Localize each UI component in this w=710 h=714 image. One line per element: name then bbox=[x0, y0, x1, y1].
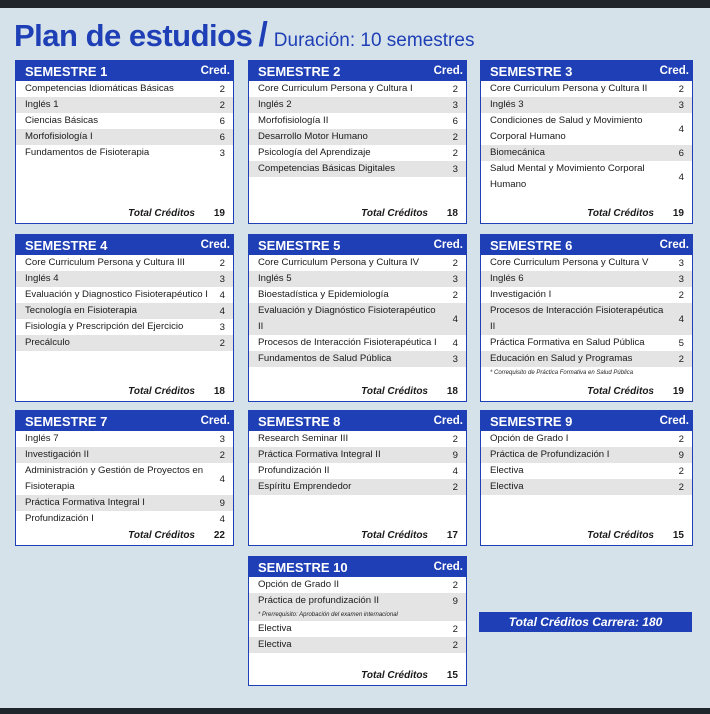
course-name: Condiciones de Salud y Movimiento Corporal Humano bbox=[490, 115, 643, 142]
course-credits: 4 bbox=[452, 465, 458, 477]
course-credits: 3 bbox=[219, 147, 225, 159]
total-label: Total Créditos bbox=[361, 670, 428, 681]
semester-total bbox=[481, 530, 692, 541]
course-credits: 2 bbox=[452, 83, 458, 95]
course-row bbox=[16, 447, 233, 463]
semester-total bbox=[249, 530, 466, 541]
course-credits: 3 bbox=[219, 433, 225, 445]
course-credits: 2 bbox=[678, 481, 684, 493]
credits-header: Cred. bbox=[200, 239, 230, 251]
course-credits: 3 bbox=[219, 321, 225, 333]
course-name: Psicología del Aprendizaje bbox=[258, 147, 371, 158]
course-credits: 4 bbox=[219, 513, 225, 525]
course-name: Profundización I bbox=[25, 513, 94, 524]
course-credits: 3 bbox=[452, 273, 458, 285]
course-row bbox=[481, 479, 692, 495]
course-name: Core Curriculum Persona y Cultura V bbox=[490, 257, 649, 268]
semester-total bbox=[481, 208, 692, 219]
course-name: Práctica Formativa Integral II bbox=[258, 449, 381, 460]
course-row bbox=[16, 495, 233, 511]
course-credits: 3 bbox=[678, 99, 684, 111]
course-credits: 3 bbox=[219, 273, 225, 285]
course-row bbox=[481, 287, 692, 303]
course-name: Desarrollo Motor Humano bbox=[258, 131, 368, 142]
course-name: Opción de Grado I bbox=[490, 433, 569, 444]
course-name: Inglés 2 bbox=[258, 99, 292, 110]
semester-total bbox=[249, 670, 466, 681]
semester-total bbox=[16, 208, 233, 219]
course-credits: 2 bbox=[452, 639, 458, 651]
course-row bbox=[249, 303, 466, 335]
total-value: 17 bbox=[446, 530, 458, 541]
semester-header bbox=[481, 411, 692, 431]
course-credits: 6 bbox=[678, 147, 684, 159]
course-row bbox=[249, 637, 466, 653]
course-row bbox=[16, 255, 233, 271]
bottom-bar bbox=[0, 708, 710, 714]
career-total-badge: Total Créditos Carrera: 180 bbox=[479, 612, 692, 632]
course-name: Práctica Formativa en Salud Pública bbox=[490, 337, 645, 348]
course-credits: 4 bbox=[219, 305, 225, 317]
page-subtitle: Duración: 10 semestres bbox=[273, 30, 475, 51]
course-name: Competencias Básicas Digitales bbox=[258, 163, 396, 174]
course-name: Profundización II bbox=[258, 465, 330, 476]
semester-name: SEMESTRE 8 bbox=[258, 413, 341, 429]
course-row bbox=[481, 255, 692, 271]
course-row bbox=[481, 97, 692, 113]
course-row bbox=[16, 145, 233, 161]
course-credits: 3 bbox=[678, 257, 684, 269]
course-row bbox=[249, 593, 466, 609]
semester-card bbox=[248, 60, 467, 224]
course-row bbox=[249, 577, 466, 593]
semester-header bbox=[481, 61, 692, 81]
course-name: Biomecánica bbox=[490, 147, 545, 158]
course-name: Inglés 1 bbox=[25, 99, 59, 110]
course-row bbox=[249, 97, 466, 113]
course-name: Inglés 6 bbox=[490, 273, 524, 284]
semester-total bbox=[481, 386, 692, 397]
credits-header: Cred. bbox=[433, 65, 463, 77]
total-value: 15 bbox=[672, 530, 684, 541]
total-label: Total Créditos bbox=[587, 530, 654, 541]
course-name: Procesos de Interacción Fisioterapéutica II bbox=[490, 305, 664, 332]
semester-header bbox=[249, 557, 466, 577]
course-name: Fundamentos de Fisioterapia bbox=[25, 147, 150, 158]
course-row bbox=[481, 303, 692, 335]
course-row bbox=[16, 303, 233, 319]
credits-header: Cred. bbox=[659, 415, 689, 427]
course-credits: 2 bbox=[452, 147, 458, 159]
semester-header bbox=[481, 235, 692, 255]
course-name: Procesos de Interacción Fisioterapéutica I bbox=[258, 337, 437, 348]
course-name: Core Curriculum Persona y Cultura II bbox=[490, 83, 648, 94]
course-row bbox=[16, 335, 233, 351]
course-credits: 2 bbox=[452, 579, 458, 591]
course-name: Precálculo bbox=[25, 337, 70, 348]
course-credits: 2 bbox=[678, 433, 684, 445]
course-credits: 9 bbox=[452, 449, 458, 461]
credits-header: Cred. bbox=[200, 65, 230, 77]
semester-card bbox=[480, 60, 693, 224]
course-name: Electiva bbox=[258, 623, 292, 634]
course-credits: 4 bbox=[678, 313, 684, 325]
course-credits: 4 bbox=[678, 123, 684, 135]
total-label: Total Créditos bbox=[361, 208, 428, 219]
course-name: Opción de Grado II bbox=[258, 579, 340, 590]
semester-total bbox=[249, 208, 466, 219]
semester-name: SEMESTRE 3 bbox=[490, 63, 573, 79]
course-credits: 2 bbox=[678, 353, 684, 365]
course-row bbox=[481, 447, 692, 463]
course-row bbox=[481, 81, 692, 97]
total-label: Total Créditos bbox=[587, 208, 654, 219]
semester-total bbox=[16, 386, 233, 397]
course-credits: 6 bbox=[219, 115, 225, 127]
credits-header: Cred. bbox=[433, 561, 463, 573]
course-row bbox=[249, 479, 466, 495]
semester-card bbox=[480, 410, 693, 546]
course-row bbox=[16, 511, 233, 527]
course-row bbox=[249, 161, 466, 177]
course-credits: 6 bbox=[219, 131, 225, 143]
course-note: * Correquisito de Práctica Formativa en Salud Pública bbox=[490, 370, 634, 376]
course-name: Morfofisiología I bbox=[25, 131, 93, 142]
course-credits: 4 bbox=[452, 313, 458, 325]
semester-name: SEMESTRE 6 bbox=[490, 237, 573, 253]
total-value: 18 bbox=[446, 208, 458, 219]
course-name: Ciencias Básicas bbox=[25, 115, 99, 126]
course-credits: 4 bbox=[678, 171, 684, 183]
course-row bbox=[16, 129, 233, 145]
title-slash: / bbox=[258, 16, 268, 54]
credits-header: Cred. bbox=[659, 65, 689, 77]
semester-name: SEMESTRE 4 bbox=[25, 237, 108, 253]
course-row bbox=[481, 145, 692, 161]
semester-header bbox=[249, 411, 466, 431]
page-header bbox=[14, 16, 474, 55]
page-title: Plan de estudios bbox=[14, 18, 253, 53]
course-row bbox=[249, 335, 466, 351]
semester-total bbox=[16, 530, 233, 541]
semester-name: SEMESTRE 1 bbox=[25, 63, 108, 79]
course-row bbox=[16, 271, 233, 287]
course-credits: 5 bbox=[678, 337, 684, 349]
semester-card bbox=[15, 410, 234, 546]
course-credits: 2 bbox=[219, 99, 225, 111]
course-credits: 2 bbox=[452, 481, 458, 493]
course-name: Electiva bbox=[490, 465, 524, 476]
course-credits: 2 bbox=[219, 83, 225, 95]
total-value: 19 bbox=[213, 208, 225, 219]
semester-card bbox=[248, 556, 467, 686]
course-credits: 3 bbox=[452, 163, 458, 175]
course-credits: 3 bbox=[678, 273, 684, 285]
semester-card bbox=[15, 234, 234, 402]
course-name: Fisiología y Prescripción del Ejercicio bbox=[25, 321, 184, 332]
course-name: Evaluación y Diagnostico Fisioterapéutico I bbox=[25, 289, 208, 300]
course-name: Inglés 4 bbox=[25, 273, 59, 284]
credits-header: Cred. bbox=[433, 239, 463, 251]
course-row bbox=[16, 81, 233, 97]
semester-header bbox=[249, 235, 466, 255]
course-name: Evaluación y Diagnóstico Fisioterapéutico II bbox=[258, 305, 436, 332]
course-name: Práctica Formativa Integral I bbox=[25, 497, 145, 508]
course-name: Inglés 3 bbox=[490, 99, 524, 110]
total-label: Total Créditos bbox=[361, 530, 428, 541]
semester-header bbox=[16, 235, 233, 255]
course-credits: 2 bbox=[678, 83, 684, 95]
semester-header bbox=[16, 411, 233, 431]
course-credits: 2 bbox=[219, 257, 225, 269]
course-row bbox=[16, 319, 233, 335]
course-credits: 2 bbox=[452, 289, 458, 301]
course-row bbox=[481, 113, 692, 145]
course-name: Inglés 5 bbox=[258, 273, 292, 284]
total-label: Total Créditos bbox=[587, 386, 654, 397]
course-name: Electiva bbox=[490, 481, 524, 492]
course-name: Core Curriculum Persona y Cultura IV bbox=[258, 257, 420, 268]
course-name: Morfofisiología II bbox=[258, 115, 329, 126]
course-row bbox=[249, 447, 466, 463]
course-name: Administración y Gestión de Proyectos en Fisioterapia bbox=[25, 465, 204, 492]
course-credits: 3 bbox=[452, 99, 458, 111]
course-credits: 2 bbox=[452, 257, 458, 269]
course-row bbox=[16, 113, 233, 129]
course-row bbox=[481, 351, 692, 367]
course-name: Práctica de Profundización I bbox=[490, 449, 610, 460]
total-label: Total Créditos bbox=[361, 386, 428, 397]
semester-card bbox=[248, 410, 467, 546]
course-row bbox=[16, 287, 233, 303]
total-value: 19 bbox=[672, 208, 684, 219]
course-credits: 2 bbox=[219, 337, 225, 349]
total-label: Total Créditos bbox=[128, 530, 195, 541]
semester-name: SEMESTRE 10 bbox=[258, 559, 348, 575]
credits-header: Cred. bbox=[200, 415, 230, 427]
top-bar bbox=[0, 0, 710, 8]
semester-name: SEMESTRE 2 bbox=[258, 63, 341, 79]
course-credits: 2 bbox=[452, 131, 458, 143]
course-row bbox=[249, 431, 466, 447]
total-value: 18 bbox=[446, 386, 458, 397]
course-row bbox=[481, 431, 692, 447]
course-name: Práctica de profundización II bbox=[258, 595, 380, 606]
course-row bbox=[249, 271, 466, 287]
total-label: Total Créditos bbox=[128, 208, 195, 219]
course-note: * Prerrequisito: Aprobación del examen internacional bbox=[249, 609, 466, 621]
course-name: Tecnología en Fisioterapia bbox=[25, 305, 137, 316]
semester-card bbox=[15, 60, 234, 224]
course-row bbox=[16, 97, 233, 113]
course-credits: 9 bbox=[219, 497, 225, 509]
course-credits: 9 bbox=[678, 449, 684, 461]
course-name: Research Seminar III bbox=[258, 433, 349, 444]
course-credits: 2 bbox=[678, 465, 684, 477]
semester-header bbox=[16, 61, 233, 81]
total-value: 19 bbox=[672, 386, 684, 397]
course-row bbox=[249, 145, 466, 161]
course-name: Espíritu Emprendedor bbox=[258, 481, 352, 492]
semester-name: SEMESTRE 7 bbox=[25, 413, 108, 429]
semester-card bbox=[248, 234, 467, 402]
course-name: Core Curriculum Persona y Cultura I bbox=[258, 83, 413, 94]
course-row bbox=[249, 81, 466, 97]
credits-header: Cred. bbox=[433, 415, 463, 427]
course-credits: 9 bbox=[452, 595, 458, 607]
course-name: Investigación II bbox=[25, 449, 89, 460]
course-credits: 4 bbox=[219, 473, 225, 485]
semester-header bbox=[249, 61, 466, 81]
course-credits: 2 bbox=[219, 449, 225, 461]
course-name: Electiva bbox=[258, 639, 292, 650]
total-value: 18 bbox=[213, 386, 225, 397]
course-row bbox=[481, 161, 692, 193]
total-label: Total Créditos bbox=[128, 386, 195, 397]
course-credits: 4 bbox=[452, 337, 458, 349]
course-credits: 4 bbox=[219, 289, 225, 301]
course-row bbox=[16, 463, 233, 495]
total-value: 15 bbox=[446, 670, 458, 681]
course-name: Fundamentos de Salud Pública bbox=[258, 353, 392, 364]
credits-header: Cred. bbox=[659, 239, 689, 251]
course-name: Competencias Idiomáticas Básicas bbox=[25, 83, 174, 94]
course-row bbox=[249, 113, 466, 129]
total-value: 22 bbox=[213, 530, 225, 541]
course-credits: 2 bbox=[678, 289, 684, 301]
course-row bbox=[249, 463, 466, 479]
course-row bbox=[249, 287, 466, 303]
course-row bbox=[481, 335, 692, 351]
course-credits: 2 bbox=[452, 623, 458, 635]
course-row bbox=[16, 431, 233, 447]
semester-name: SEMESTRE 9 bbox=[490, 413, 573, 429]
course-row bbox=[481, 271, 692, 287]
course-row bbox=[249, 255, 466, 271]
course-name: Bioestadística y Epidemiología bbox=[258, 289, 389, 300]
course-row bbox=[249, 129, 466, 145]
course-name: Educación en Salud y Programas bbox=[490, 353, 633, 364]
semester-card bbox=[480, 234, 693, 402]
course-credits: 2 bbox=[452, 433, 458, 445]
course-row bbox=[249, 351, 466, 367]
course-name: Investigación I bbox=[490, 289, 552, 300]
course-name: Core Curriculum Persona y Cultura III bbox=[25, 257, 185, 268]
course-row bbox=[481, 463, 692, 479]
course-row bbox=[249, 621, 466, 637]
course-credits: 3 bbox=[452, 353, 458, 365]
semester-total bbox=[249, 386, 466, 397]
semester-name: SEMESTRE 5 bbox=[258, 237, 341, 253]
course-credits: 6 bbox=[452, 115, 458, 127]
course-name: Inglés 7 bbox=[25, 433, 59, 444]
course-name: Salud Mental y Movimiento Corporal Humano bbox=[490, 163, 645, 190]
